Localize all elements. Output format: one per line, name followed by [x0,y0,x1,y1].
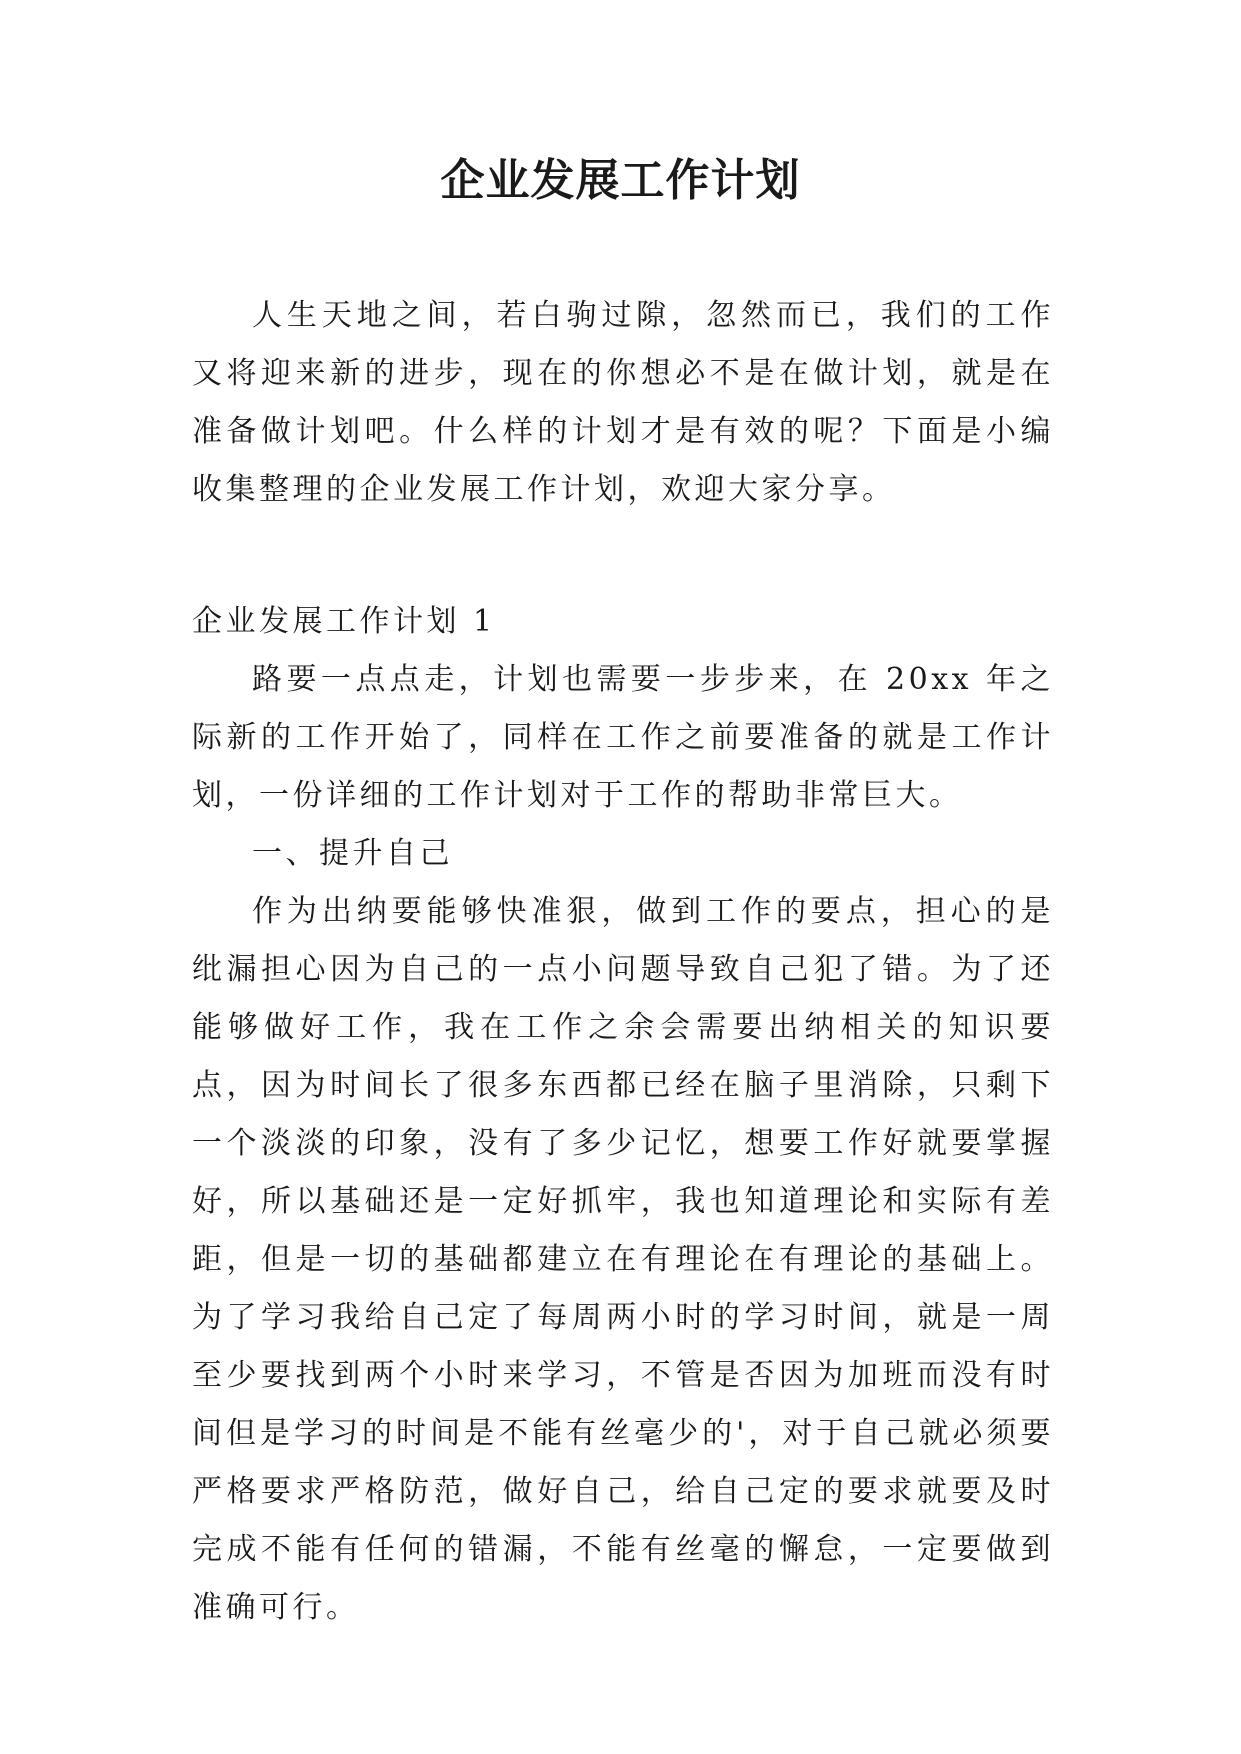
section-heading: 企业发展工作计划 1 [192,604,496,639]
section-paragraph-2: 作为出纳要能够快准狠，做到工作的要点，担心的是纰漏担心因为自己的一点小问题导致自己犯了错。为了还能够做好工作，我在工作之余会需要出纳相关的知识要点，因为时间长了很多东西都已经在脑子里消除，只剩下一个淡淡的印象，没有了多少记忆，想要工作好就要掌握好，所以基础还是一定好抓牢，我也知道理论和实际有差距，但是一切的基础都建立在有理论在有理论的基础上。为了学习我给自己定了每周两小时的学习时间，就是一周至少要找到两个小时来学习，不管是否因为加班而没有时间但是学习的时间是不能有丝毫少的'，对于自己就必须要严格要求严格防范，做好自己，给自己定的要求就要及时完成不能有任何的错漏，不能有丝毫的懈怠，一定要做到准确可行。 [192,894,1054,1625]
intro-paragraph: 人生天地之间，若白驹过隙，忽然而已，我们的工作又将迎来新的进步，现在的你想必不是在做计划，就是在准备做计划吧。什么样的计划才是有效的呢？下面是小编收集整理的企业发展工作计划，欢迎大家分享。 [192,298,1054,507]
document-body [192,287,1054,1637]
section-spacer [192,519,1054,593]
subheading-improve-self: 一、提升自己 [252,836,453,871]
document-title: 企业发展工作计划 [440,155,801,206]
section-paragraph-1: 路要一点点走，计划也需要一步步来，在 20xx 年之际新的工作开始了，同样在工作之前要准备的就是工作计划，一份详细的工作计划对于工作的帮助非常巨大。 [192,662,1054,813]
